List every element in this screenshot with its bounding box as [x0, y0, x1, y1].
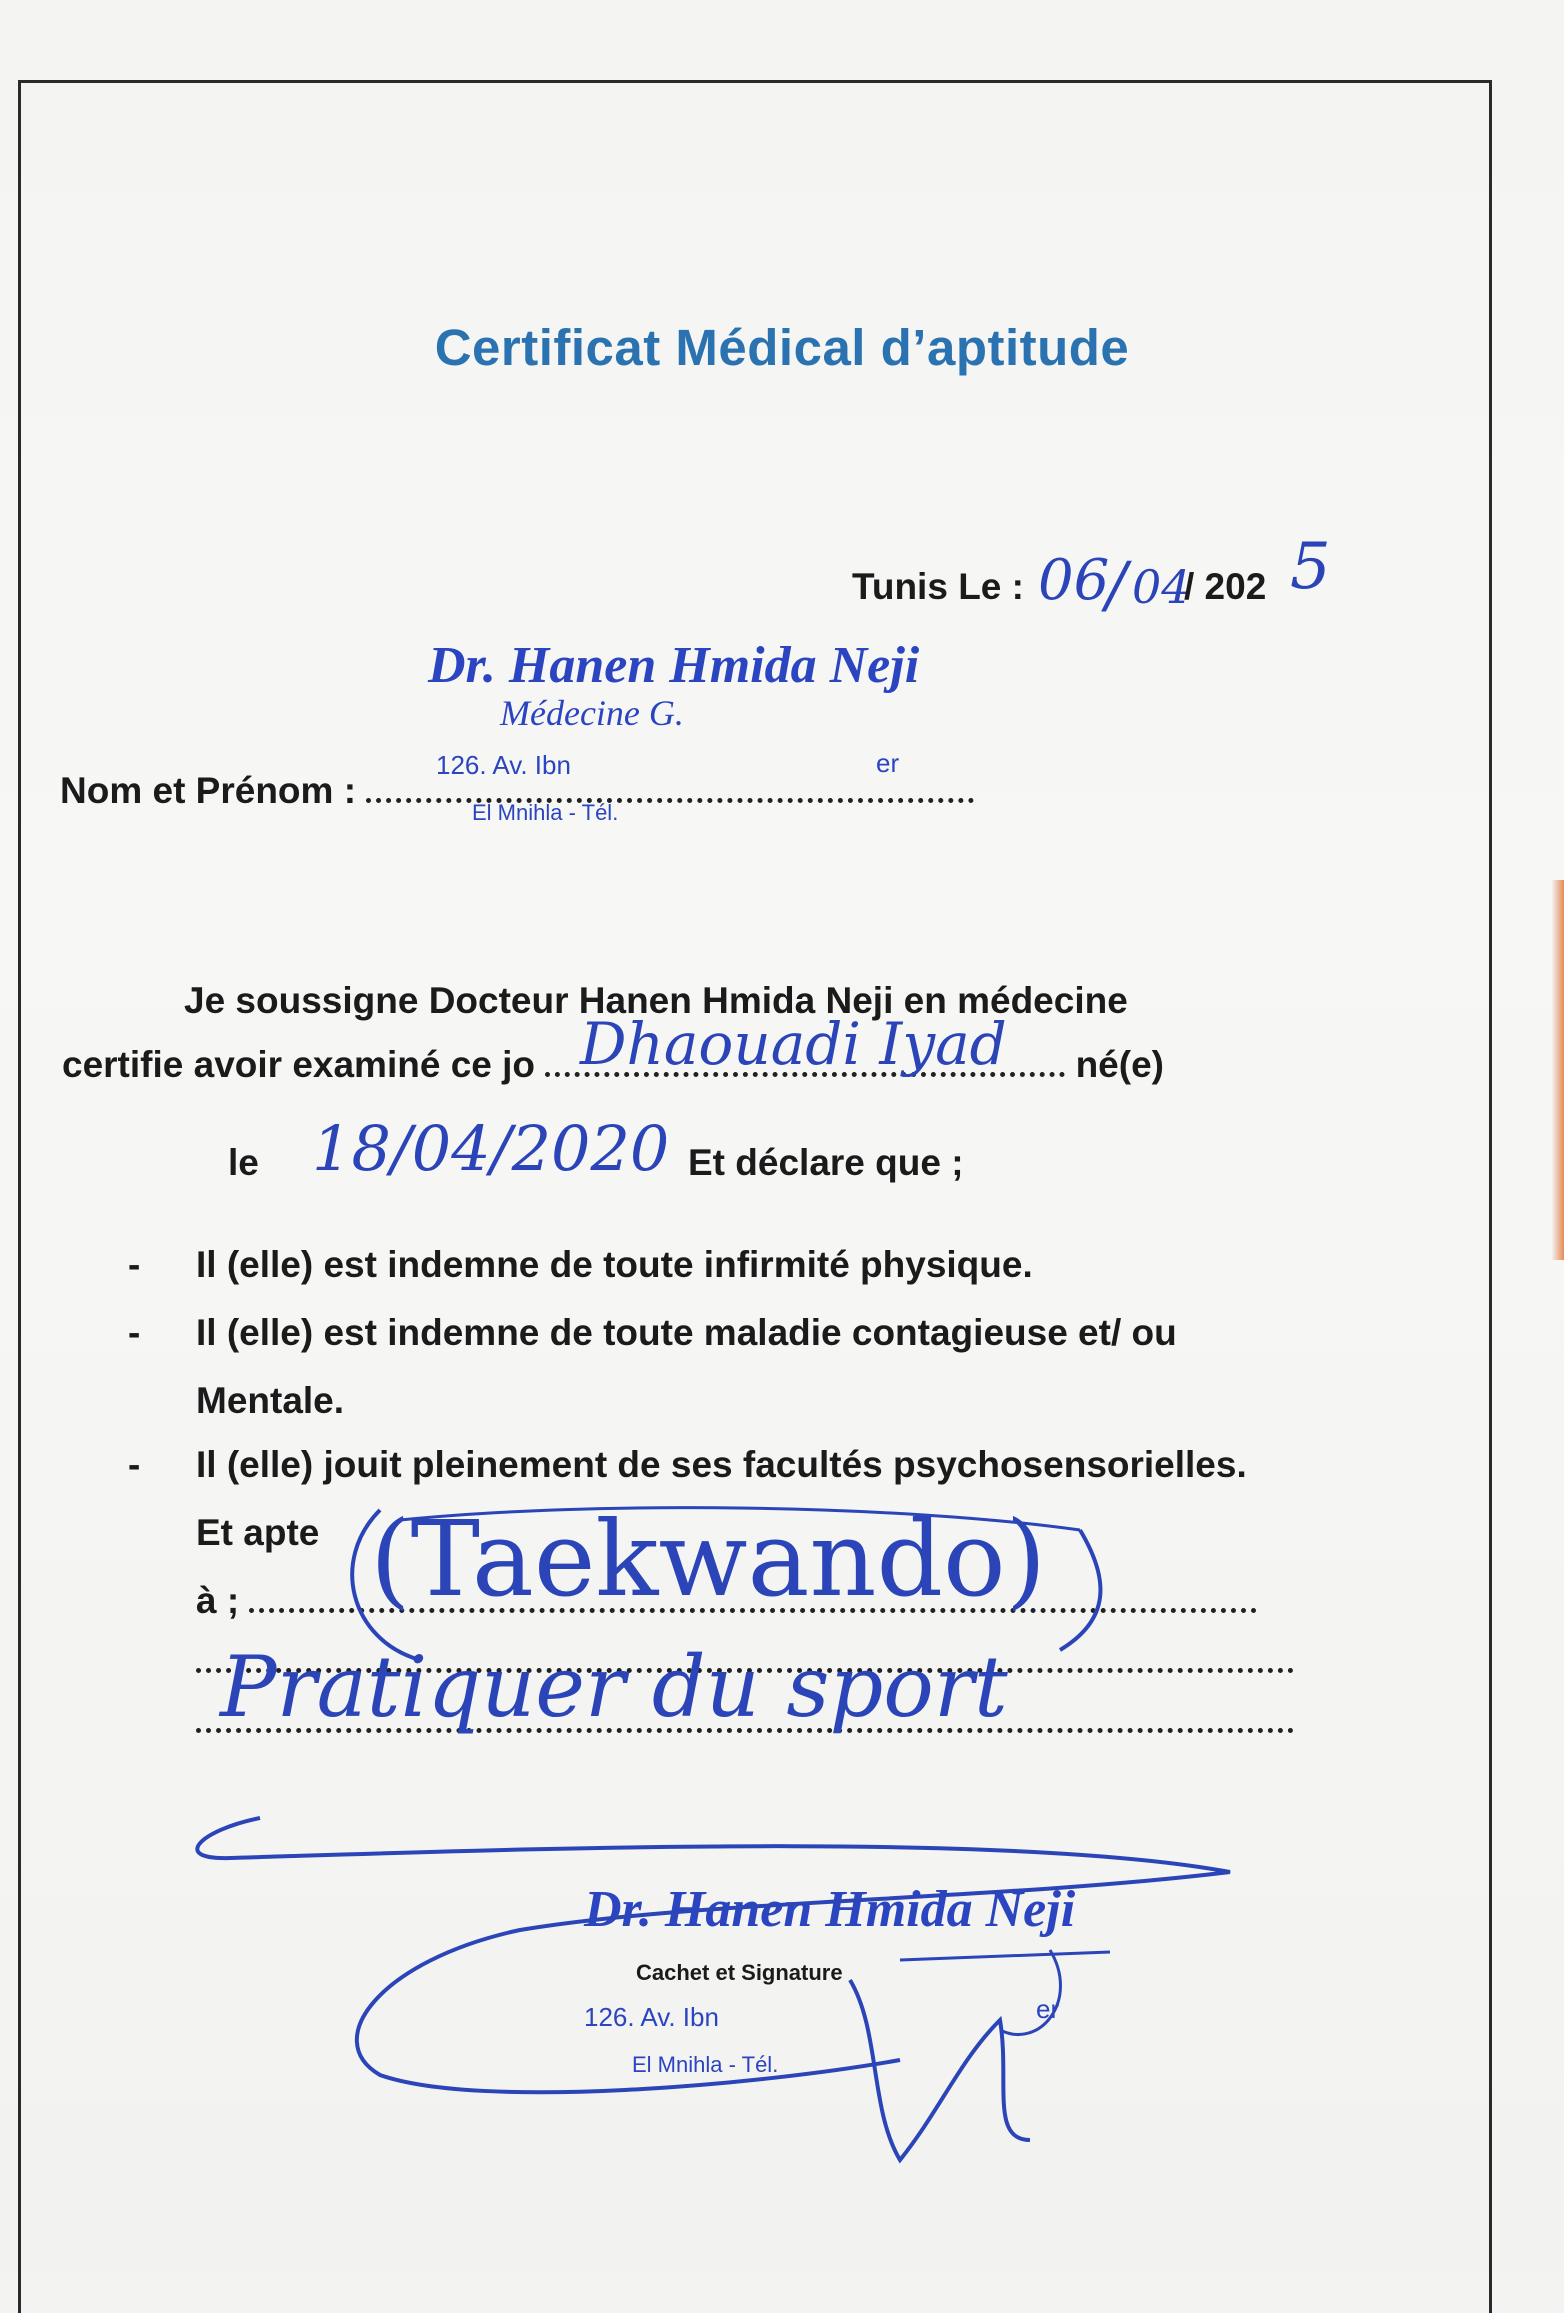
a-label: à ;	[196, 1580, 240, 1621]
name-label: Nom et Prénom :	[60, 770, 357, 811]
stamp-city: El Mnihla - Tél.	[472, 800, 619, 825]
born-label: né(e)	[1075, 1044, 1164, 1085]
apte-hand-2: Pratiquer du sport	[220, 1638, 1008, 1736]
bullet-text-1: Il (elle) est indemne de toute infirmité physique.	[196, 1244, 1033, 1285]
patient-name-hand: Dhaouadi Iyad	[580, 1010, 1007, 1078]
stamp-bottom-doctor-name: Dr. Hanen Hmida Neji	[584, 1881, 1076, 1938]
date-label: Tunis Le :	[852, 566, 1024, 607]
paragraph-line-1: Je soussigne Docteur Hanen Hmida Neji en médecine	[184, 980, 1128, 1021]
bullet-text-2-cont: Mentale.	[196, 1380, 345, 1421]
apte-bracket-top	[400, 1508, 1080, 1530]
bullet-dash-1: -	[128, 1244, 141, 1285]
signature-loop	[197, 1818, 1230, 2092]
apte-hand-1: (Taekwando)	[370, 1498, 1047, 1620]
apte-label: Et apte	[196, 1512, 320, 1553]
signature-hook	[1000, 1950, 1060, 2035]
apte-bracket-right	[1060, 1530, 1100, 1650]
signature-bar	[900, 1952, 1110, 1960]
date-month-hand: 04	[1132, 560, 1191, 614]
birth-date-hand: 18/04/2020	[312, 1112, 670, 1185]
stamp-doctor-name: Dr. Hanen Hmida Neji	[428, 637, 920, 694]
stamp-bottom-city: El Mnihla - Tél.	[632, 2052, 779, 2077]
date-year-printed: / 202	[1184, 566, 1267, 607]
bullet-text-2: Il (elle) est indemne de toute maladie contagieuse et/ ou	[196, 1312, 1177, 1353]
declare-label: Et déclare que ;	[688, 1142, 964, 1183]
bullet-text-3: Il (elle) jouit pleinement de ses facultés psychosensorielles.	[196, 1444, 1247, 1485]
paragraph-line-2-text: certifie avoir examiné ce jo	[62, 1044, 536, 1085]
certificate-title: Certificat Médical d’aptitude	[434, 319, 1130, 376]
stamp-address: 126. Av. Ibn	[436, 750, 571, 780]
bullet-dash-2: -	[128, 1312, 141, 1353]
stamp-address-suffix: er	[876, 748, 900, 778]
stamp-bottom-address: 126. Av. Ibn	[584, 2002, 719, 2032]
le-label: le	[228, 1142, 259, 1183]
date-day-hand: 06	[1038, 548, 1110, 613]
stamp-bottom-address-suffix: er	[1036, 1994, 1060, 2024]
apte-bracket-left	[352, 1510, 420, 1660]
stamp-specialty: Médecine G.	[500, 693, 684, 733]
bullet-dash-3: -	[128, 1444, 141, 1485]
signature-label: Cachet et Signature	[636, 1960, 843, 1985]
date-slash-hand: /	[1106, 548, 1127, 621]
signature-stroke	[850, 1980, 1030, 2160]
date-year-hand: 5	[1290, 530, 1331, 604]
